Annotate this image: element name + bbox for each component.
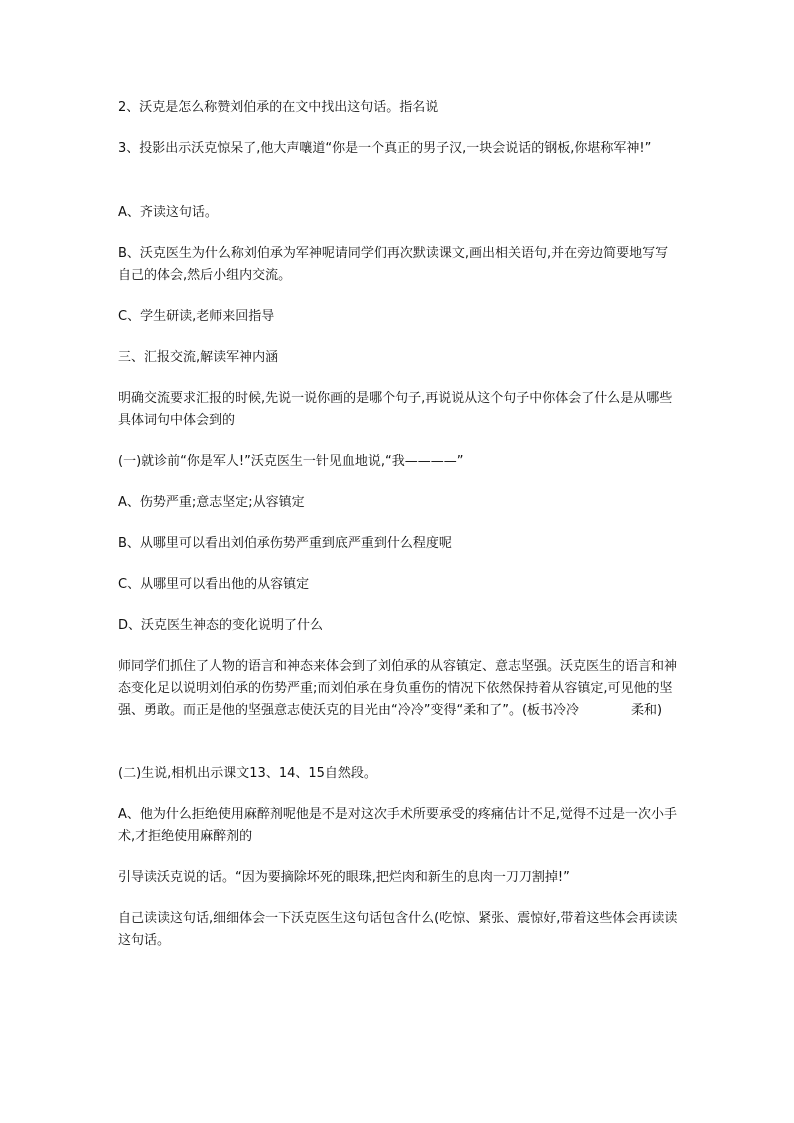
paragraph-16: 引导读沃克说的话。“因为要摘除坏死的眼珠,把烂肉和新生的息肉一刀刀割掉!” xyxy=(118,870,570,885)
paragraph-13: 师同学们抓住了人物的语言和神态来体会到了刘伯承的从容镇定、意志坚强。沃克医生的语言和神态变化足以说明刘伯承的伤势严重;而刘伯承在身负重伤的情况下依然保持着从容镇定,可见他的坚强、勇敢。而正是他的坚强意志使沃克的目光由“冷冷”变得“柔和了”。(板书冷冷 柔和) xyxy=(118,659,678,718)
paragraph-10: B、从哪里可以看出刘伯承伤势严重到底严重到什么程度呢 xyxy=(118,536,452,551)
paragraph-15: A、他为什么拒绝使用麻醉剂呢他是不是对这次手术所要承受的疼痛估计不足,觉得不过是一次小手术,才拒绝使用麻醉剂的 xyxy=(118,807,678,844)
paragraph-17: 自己读读这句话,细细体会一下沃克医生这句话包含什么(吃惊、紧张、震惊好,带着这些体会再读读这句话。 xyxy=(118,911,678,948)
paragraph-3: A、齐读这句话。 xyxy=(118,205,218,220)
paragraph-12: D、沃克医生神态的变化说明了什么 xyxy=(118,618,324,633)
paragraph-5: C、学生研读,老师来回指导 xyxy=(118,309,275,324)
paragraph-4: B、沃克医生为什么称刘伯承为军神呢请同学们再次默读课文,画出相关语句,并在旁边简要地写写自己的体会,然后小组内交流。 xyxy=(118,246,669,283)
paragraph-8: (一)就诊前“你是军人!”沃克医生一针见血地说,“我————” xyxy=(118,454,464,469)
paragraph-14: (二)生说,相机出示课文13、14、15自然段。 xyxy=(118,766,377,781)
paragraph-7: 明确交流要求汇报的时候,先说一说你画的是哪个句子,再说说从这个句子中你体会了什么是从哪些具体词句中体会到的 xyxy=(118,391,673,428)
paragraph-9: A、伤势严重;意志坚定;从容镇定 xyxy=(118,495,305,510)
paragraph-1: 2、沃克是怎么称赞刘伯承的在文中找出这句话。指名说 xyxy=(118,100,439,115)
paragraph-2: 3、投影出示沃克惊呆了,他大声嚷道“你是一个真正的男子汉,一块会说话的钢板,你堪称军神!” xyxy=(118,141,652,156)
section-heading-3: 三、汇报交流,解读军神内涵 xyxy=(118,350,279,365)
paragraph-11: C、从哪里可以看出他的从容镇定 xyxy=(118,577,310,592)
